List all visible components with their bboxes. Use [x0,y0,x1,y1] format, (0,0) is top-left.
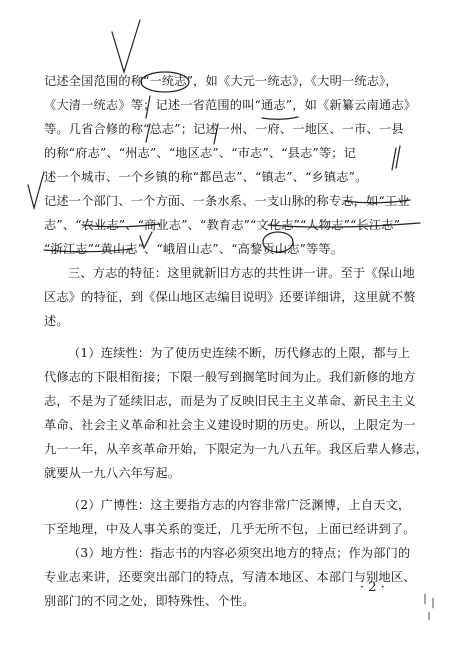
section-heading-line: 三、方志的特征：这里就新旧方志的共性讲一讲。至于《保山地 [68,266,415,280]
paragraph-line: （2）广博性：这主要指方志的内容非常广泛渊博，上自天文， [68,498,411,512]
paragraph-line: 等。几省合修的称“总志”；记述一州、一府、一地区、一市、一县 [44,122,404,136]
paragraph-line: （1）连续性：为了使历史连续不断，历代修志的上限，都与上 [68,346,411,360]
paragraph-line: 专业志来讲，还要突出部门的特点，写清本地区、本部门与别地区、 [44,570,416,584]
paragraph-line: 的称“府志”、“州志”、“地区志”、“市志”、“县志”等；记 [44,146,357,160]
paragraph-line: 就要从一九八六年写起。 [44,466,181,480]
page-number: · 2 · [360,580,385,595]
paragraph-line: （3）地方性：指志书的内容必须突出地方的特点；作为部门的 [68,546,411,560]
check-mark [112,20,140,72]
paragraph-line: “浙江志”“黄山志”、“峨眉山志”、“高黎贡山志”等等。 [44,242,344,256]
paragraph-line: 志，不是为了延续旧志，而是为了反映旧民主主义革命、新民主主义 [44,394,416,408]
paragraph-line: 别部门的不同之处，即特殊性、个性。 [44,594,255,608]
paragraph-line: 《大清一统志》等；记述一省范围的叫“通志”，如《新纂云南通志》 [44,98,417,112]
paragraph-line: 志”、“农业志”、“商业志”、“教育志”“文化志”“人物志”“长江志” [44,218,401,232]
paragraph-line: 代修志的下限相衔接；下限一般写到搁笔时间为止。我们新修的地方 [44,370,416,384]
paragraph-line: 革命、社会主义革命和社会主义建设时期的历史。所以，上限定为一 [44,418,416,432]
margin-check [28,172,44,208]
paragraph-line: 记述一个部门、一个方面、一条水系、一支山脉的称专志，如“工业 [44,194,410,208]
paragraph-line: 述一个城市、一个乡镇的称“都邑志”、“镇志”、“乡镇志”。 [44,170,368,184]
paragraph-line: 区志》的特征，到《保山地区志编目说明》还要详细讲，这里就不赘 [44,290,416,304]
paragraph-line: 述。 [44,314,69,328]
paragraph-line: 九一一年，从辛亥革命开始，下限定为一九八五年。我区后辈人修志， [44,442,429,456]
paragraph-line: 下至地理，中及人事关系的变迁，几乎无所不包，上面已经讲到了。 [44,522,416,536]
paragraph-line: 记述全国范围的称“一统志”，如《大元一统志》，《大明一统志》， [44,74,398,88]
